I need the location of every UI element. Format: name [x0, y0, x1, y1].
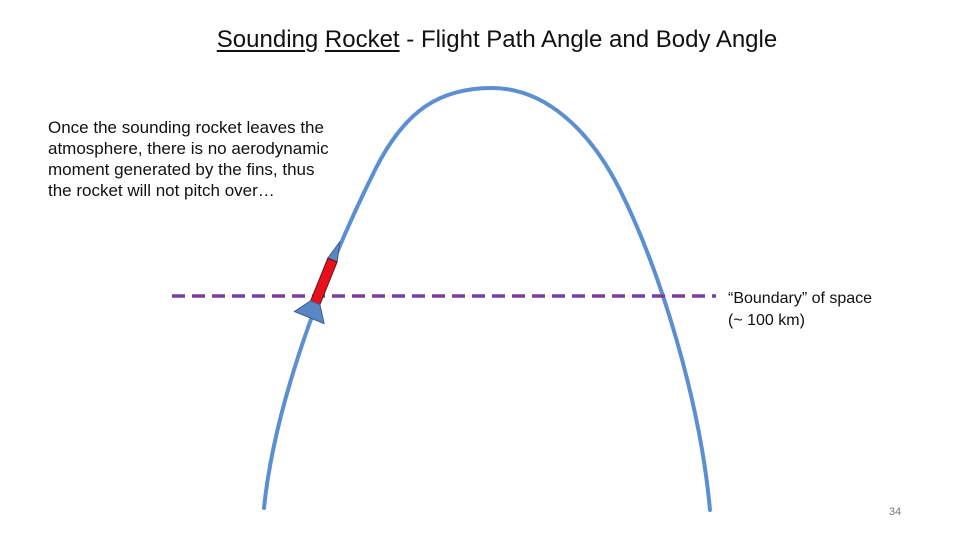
title-word-sounding: Sounding: [216, 26, 319, 53]
title-word-rocket: Rocket: [324, 26, 400, 53]
boundary-label-line1: “Boundary” of space: [728, 290, 873, 307]
explanation-text: Once the sounding rocket leaves the atmosphere, there is no aerodynamic moment generated by the fins, thus the rocket will not pitch over…: [48, 118, 329, 200]
page-number: 34: [888, 506, 902, 518]
rocket-icon: [294, 236, 354, 324]
boundary-label-line2: (~ 100 km): [728, 312, 805, 329]
boundary-label: [728, 288, 928, 332]
title-rest: - Flight Path Angle and Body Angle: [399, 26, 778, 53]
